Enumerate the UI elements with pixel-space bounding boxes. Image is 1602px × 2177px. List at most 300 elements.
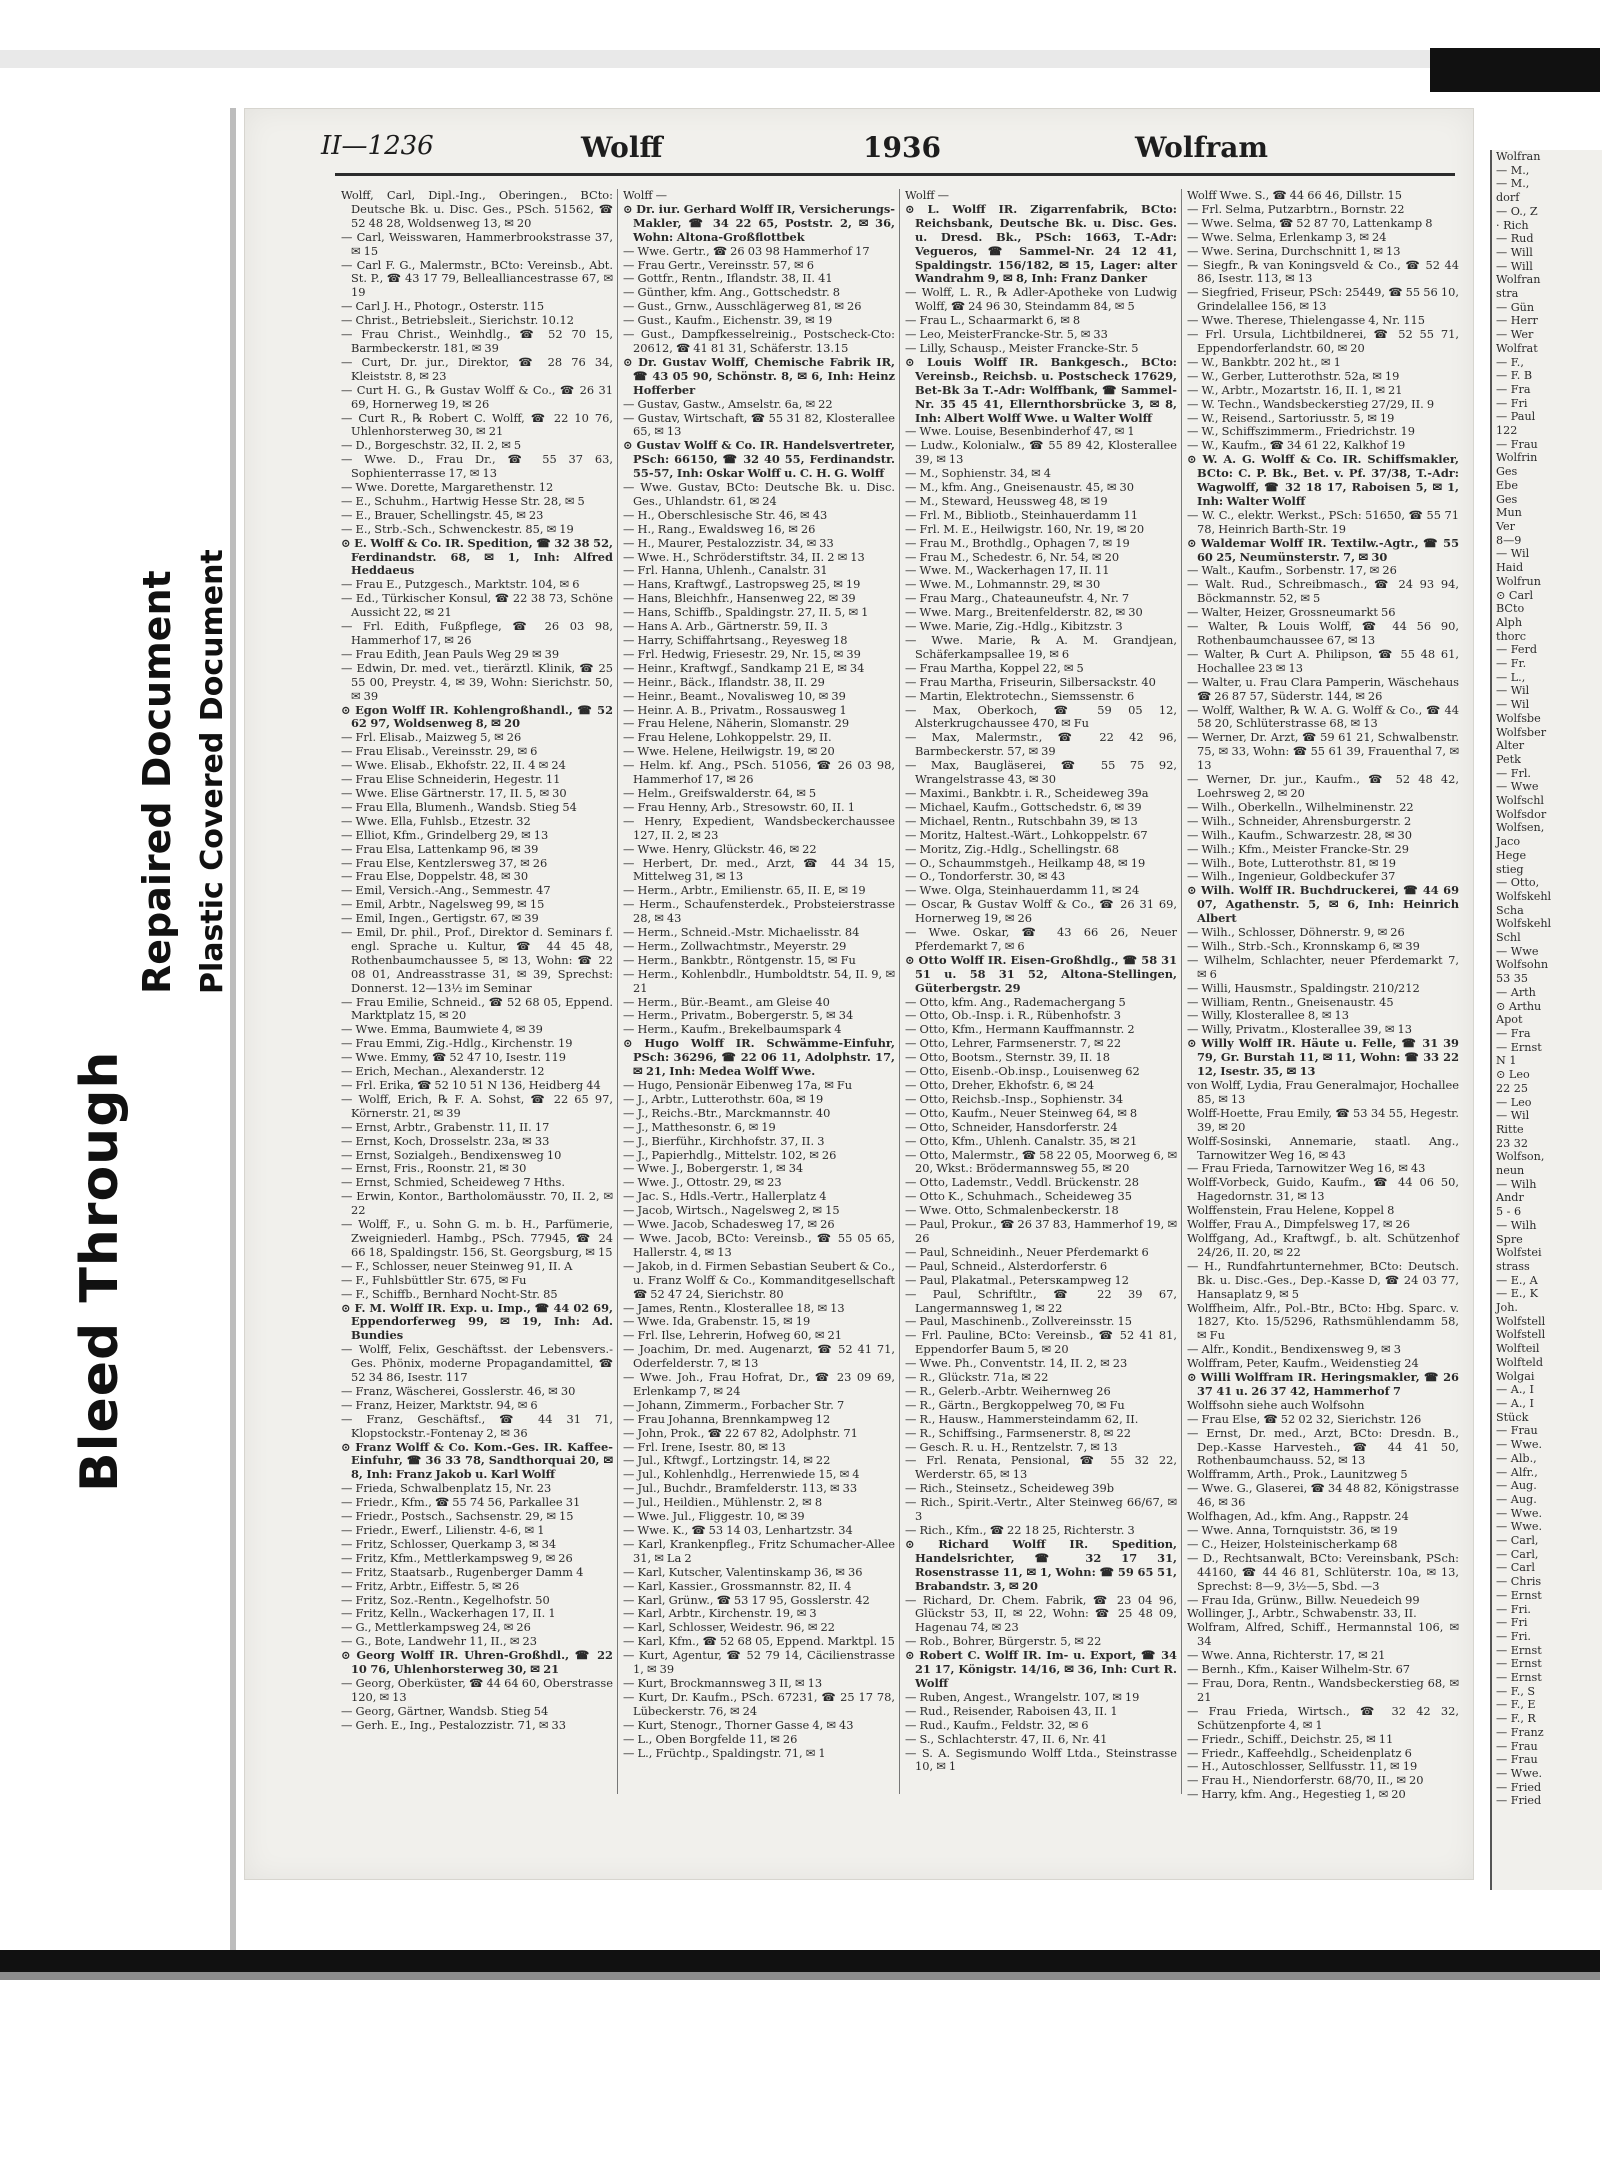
adjacent-page-fragment: Wolfstell <box>1496 1328 1546 1342</box>
adjacent-page-fragment: thorc <box>1496 629 1527 643</box>
directory-entry: ⊙ Hugo Wolff IR. Schwämme-Einfuhr, PSch: 36296, ☎ 22 06 11, Adolphstr. 17, ✉ 21, Inh: Medea Wolff Wwe. <box>623 1036 895 1079</box>
directory-entry: — H., Oberschlesische Str. 46, ✉ 43 <box>623 507 828 522</box>
adjacent-page-fragment: — F. B <box>1496 369 1533 383</box>
adjacent-page-fragment: — Ernst <box>1496 1657 1542 1671</box>
adjacent-page-fragment: — Wwe. <box>1496 1506 1542 1520</box>
adjacent-page-fragment: — Carl <box>1496 1561 1535 1575</box>
directory-entry: — Hans A. Arb., Gärtnerstr. 59, II. 3 <box>623 619 828 634</box>
adjacent-page-fragment: ⊙ Leo <box>1496 1068 1530 1082</box>
directory-entry: — Moritz, Zig.-Hdlg., Schellingstr. 68 <box>905 841 1119 856</box>
adjacent-page-fragment: — Ernst <box>1496 1671 1542 1685</box>
directory-entry: ⊙ Dr. Gustav Wolff, Chemische Fabrik IR, ☎ 43 05 90, Schönstr. 8, ✉ 6, Inh: Heinz Hofferber <box>623 354 895 397</box>
directory-entry: — Otto, Eisenb.-Ob.insp., Louisenweg 62 <box>905 1064 1140 1079</box>
adjacent-page-fragment: Ebe <box>1496 478 1518 492</box>
directory-entry: Wolfram, Alfred, Schiff., Hermannstal 106, ✉ 34 <box>1187 1620 1459 1649</box>
directory-entry: — Henry, Expedient, Wandsbeckerchaussee 127, II. 2, ✉ 23 <box>623 813 895 842</box>
directory-entry: ⊙ Louis Wolff IR. Bankgesch., BCto: Vereinsb., Reichsb. u. Postscheck 17629, Bet-Bk 3a T.-Adr: Wolffbank, ☎ Sammel-Nr. 35 45 41, Ellernthorsbrücke 3, ✉ 8, Inh: Albert Wolff Wwe. u Walter Wolff <box>905 354 1177 425</box>
directory-entry: — Curt H. G., ℞ Gustav Wolff & Co., ☎ 26 31 69, Hornerweg 19, ✉ 26 <box>341 382 613 411</box>
directory-entry: — Karl, Schlosser, Weidestr. 96, ✉ 22 <box>623 1620 835 1635</box>
directory-entry: — Curt R., ℞ Robert C. Wolff, ☎ 22 10 76, Uhlenhorsterweg 30, ✉ 21 <box>341 410 613 439</box>
directory-entry: — Paul, Schriftltr., ☎ 22 39 67, Langermannsweg 1, ✉ 22 <box>905 1286 1177 1315</box>
directory-entry: — Erwin, Kontor., Bartholomäusstr. 70, II. 2, ✉ 22 <box>341 1189 613 1218</box>
directory-entry: — Elliot, Kfm., Grindelberg 29, ✉ 13 <box>341 827 549 842</box>
adjacent-page-fragment: Wolfrat <box>1496 341 1538 355</box>
directory-entry: — Frl. M. E., Heilwigstr. 160, Nr. 19, ✉ 20 <box>905 521 1145 536</box>
directory-entry: — Kurt, Stenogr., Thorner Gasse 4, ✉ 43 <box>623 1717 854 1732</box>
adjacent-page-fragment: — Alb., <box>1496 1451 1537 1465</box>
directory-entry: — Fritz, Kfm., Mettlerkampsweg 9, ✉ 26 <box>341 1550 573 1565</box>
adjacent-page-fragment: Stück <box>1496 1410 1529 1424</box>
directory-entry: — Siegfried, Friseur, PSch: 25449, ☎ 55 56 10, Grindelallee 156, ✉ 13 <box>1187 285 1459 314</box>
directory-entry: — Frl. Ursula, Lichtbildnerei, ☎ 52 55 71, Eppendorferlandstr. 60, ✉ 20 <box>1187 327 1459 355</box>
directory-entry: Wolff-Hoette, Frau Emily, ☎ 53 34 55, Hegestr. 39, ✉ 20 <box>1187 1105 1459 1134</box>
directory-entry: — Werner, Dr. Arzt, ☎ 59 61 21, Schwalbenstr. 75, ✉ 33, Wohn: ☎ 55 61 39, Frauenthal 7, ✉ 13 <box>1187 730 1459 773</box>
adjacent-page-fragment: — Wwe <box>1496 780 1539 794</box>
directory-entry: — Otto, kfm. Ang., Rademachergang 5 <box>905 994 1126 1009</box>
directory-entry: — M., Steward, Heussweg 48, ✉ 19 <box>905 493 1108 508</box>
adjacent-page-fragment: ⊙ Arthu <box>1496 999 1542 1013</box>
directory-entry: — Fritz, Soz.-Rentn., Kegelhofstr. 50 <box>341 1592 550 1607</box>
directory-entry: — Werner, Dr. jur., Kaufm., ☎ 52 48 42, Loehrsweg 2, ✉ 20 <box>1187 772 1459 800</box>
adjacent-page-fragment: 23 32 <box>1496 1136 1529 1150</box>
adjacent-page-fragment: — Fried <box>1496 1794 1542 1808</box>
directory-entry: — Frau L., Schaarmarkt 6, ✉ 8 <box>905 313 1081 328</box>
directory-entry: ⊙ Richard Wolff IR. Spedition, Handelsrichter, ☎ 32 17 31, Rosenstrasse 11, ✉ 1, Wohn: ☎ 59 65 51, Brabandstr. 3, ✉ 20 <box>905 1536 1177 1593</box>
adjacent-page-fragment: Wolfschl <box>1496 794 1544 808</box>
directory-entry: — Wwe. Ella, Fuhlsb., Etzestr. 32 <box>341 813 531 828</box>
directory-entry: — J., Papierhdlg., Mittelstr. 102, ✉ 26 <box>623 1147 837 1162</box>
directory-entry: — Wwe. Marie, ℞ A. M. Grandjean, Schäferkampsallee 19, ✉ 6 <box>905 633 1177 661</box>
adjacent-page-fragment: — Ernst <box>1496 1643 1542 1657</box>
directory-entry: — Wwe. Jacob, Schadesweg 17, ✉ 26 <box>623 1217 835 1232</box>
adjacent-page-fragment: Ritte <box>1496 1122 1524 1136</box>
directory-entry: — Karl, Kassier., Grossmannstr. 82, II. 4 <box>623 1578 852 1593</box>
directory-entry: — Frau Ida, Grünw., Billw. Neuedeich 99 <box>1187 1592 1420 1607</box>
directory-entry: Wolffsohn siehe auch Wolfsohn <box>1187 1397 1365 1412</box>
directory-entry: — Wwe. Oskar, ☎ 43 66 26, Neuer Pferdemarkt 7, ✉ 6 <box>905 925 1177 953</box>
directory-entry: — Wwe. M., Wackerhagen 17, II. 11 <box>905 563 1110 578</box>
adjacent-page-fragment: — Wwe. <box>1496 1520 1542 1534</box>
directory-entry: — Wilh., Ingenieur, Goldbeckufer 37 <box>1187 869 1396 884</box>
adjacent-page-fragment: Wolfstell <box>1496 1314 1546 1328</box>
directory-entry: — C., Heizer, Holsteinischerkamp 68 <box>1187 1536 1398 1551</box>
header-rule <box>335 173 1455 176</box>
scan-edge-band <box>0 1972 1600 1980</box>
directory-entry: — Frau Elise Schneiderin, Hegestr. 11 <box>341 772 561 787</box>
directory-entry: ⊙ Otto Wolff IR. Eisen-Großhdlg., ☎ 58 31 51 u. 58 31 52, Altona-Stellingen, Güterbergstr. 29 <box>905 952 1177 995</box>
directory-entry: — Paul, Schneidinh., Neuer Pferdemarkt 6 <box>905 1244 1149 1259</box>
adjacent-page-fragment: Apot <box>1496 1013 1523 1027</box>
adjacent-page-fragment: — Ferd <box>1496 643 1538 657</box>
directory-entry: — Jul., Kftwgf., Lortzingstr. 14, ✉ 22 <box>623 1453 831 1468</box>
directory-entry: — Kurt, Dr. Kaufm., PSch. 67231, ☎ 25 17 78, Lübeckerstr. 76, ✉ 24 <box>623 1689 895 1718</box>
directory-entry: — M., Sophienstr. 34, ✉ 4 <box>905 466 1052 481</box>
directory-entry: Wolff, Carl, Dipl.-Ing., Oberingen., BCto: Deutsche Bk. u. Disc. Ges., PSch. 51562, ☎ 52 48 28, Woldsenweg 13, ✉ 20 <box>341 188 613 230</box>
label-plastic-covered-document: Plastic Covered Document <box>195 549 230 994</box>
directory-entry: — Frau Emmi, Zig.-Hdlg., Kirchenstr. 19 <box>341 1036 573 1051</box>
directory-entry: — Erich, Mechan., Alexanderstr. 12 <box>341 1064 545 1079</box>
directory-entry: — Wwe. K., ☎ 53 14 03, Lenhartzstr. 34 <box>623 1523 853 1537</box>
directory-entry: — Hans, Schiffb., Spaldingstr. 27, II. 5, ✉ 1 <box>623 605 869 620</box>
directory-entry: — R., Hausw., Hammersteindamm 62, II. <box>905 1411 1139 1426</box>
directory-entry: — Wwe. Elise Gärtnerstr. 17, II. 5, ✉ 30 <box>341 785 567 800</box>
directory-entry: — W., Bankbtr. 202 ht., ✉ 1 <box>1187 354 1341 369</box>
directory-entry: — M., kfm. Ang., Gneisenaustr. 45, ✉ 30 <box>905 480 1135 495</box>
directory-entry: Wolff-Sosinski, Annemarie, staatl. Ang., Tarnowitzer Weg 16, ✉ 43 <box>1187 1133 1459 1162</box>
directory-entry: — Wilh., Oberkelln., Wilhelminenstr. 22 <box>1187 799 1414 814</box>
directory-entry: ⊙ E. Wolff & Co. IR. Spedition, ☎ 32 38 52, Ferdinandstr. 68, ✉ 1, Inh: Alfred Heddaeus <box>341 535 613 578</box>
adjacent-page-fragment: — E., A <box>1496 1273 1538 1287</box>
directory-entry: — Walt., Kaufm., Sorbenstr. 17, ✉ 26 <box>1187 563 1397 578</box>
directory-entry: — Frau M., Brothdlg., Ophagen 7, ✉ 19 <box>905 535 1130 550</box>
directory-entry: — O., Schaummstgeh., Heilkamp 48, ✉ 19 <box>905 855 1146 870</box>
directory-entry: — Hugo, Pensionär Eibenweg 17a, ✉ Fu <box>623 1078 853 1092</box>
page-header <box>245 109 1473 179</box>
column-4 <box>1187 188 1459 1802</box>
adjacent-page-fragment: — Wwe. <box>1496 1766 1542 1780</box>
directory-entry: — R., Gelerb.-Arbtr. Weihernweg 26 <box>905 1383 1111 1398</box>
directory-entry: — Otto, Kfm., Hermann Kauffmannstr. 2 <box>905 1022 1135 1037</box>
adjacent-page-fragment: — F., R <box>1496 1712 1536 1726</box>
adjacent-page-fragment: 22 25 <box>1496 1081 1529 1095</box>
adjacent-page-fragment: Wolfskehl <box>1496 917 1552 931</box>
directory-entry: — Otto, Lehrer, Farmsenerstr. 7, ✉ 22 <box>905 1036 1122 1051</box>
adjacent-page-fragment: N 1 <box>1496 1054 1517 1068</box>
directory-entry: — Wolff, Felix, Geschäftsst. der Lebensvers.-Ges. Phönix, moderne Propagandamittel, ☎ 52 34 86, Isestr. 117 <box>341 1342 613 1385</box>
directory-entry: — Wwe. Ida, Grabenstr. 15, ✉ 19 <box>623 1314 811 1329</box>
directory-entry: — Wwe. Olga, Steinhauerdamm 11, ✉ 24 <box>905 883 1140 898</box>
directory-entry: ⊙ Dr. iur. Gerhard Wolff IR, Versicherungs-Makler, ☎ 34 22 65, Poststr. 2, ✉ 36, Wohn: Altona-Großflottbek <box>623 201 895 244</box>
adjacent-page-fragment: — L., <box>1496 670 1526 684</box>
adjacent-page-fragment: 122 <box>1496 424 1518 438</box>
directory-entry: Wolff — <box>623 188 668 202</box>
adjacent-page-fragment: Wolfran <box>1496 273 1541 287</box>
directory-entry: — W., Gerber, Lutterothstr. 52a, ✉ 19 <box>1187 368 1400 383</box>
directory-entry: — Herm., Zollwachtmstr., Meyerstr. 29 <box>623 938 847 953</box>
adjacent-page-fragment: Andr <box>1496 1191 1524 1205</box>
directory-entry: — Frau Henny, Arb., Stresowstr. 60, II. 1 <box>623 799 856 814</box>
directory-entry: — D., Rechtsanwalt, BCto: Vereinsbank, PSch: 44160, ☎ 44 46 81, Schlüterstr. 10a, ✉ 13, Sprechst: 8—9, 3½—5, Sbd. —3 <box>1187 1550 1459 1593</box>
directory-entry: — Frau Marg., Chateauneufstr. 4, Nr. 7 <box>905 591 1130 606</box>
directory-entry: — Jul., Heildien., Mühlenstr. 2, ✉ 8 <box>623 1495 823 1510</box>
adjacent-page-fragment: — M., <box>1496 163 1530 177</box>
adjacent-page-fragment: — Fr. <box>1496 657 1527 671</box>
adjacent-page-fragment: — Fra <box>1496 1027 1531 1040</box>
directory-entry: — Emil, Dr. phil., Prof., Direktor d. Seminars f. engl. Sprache u. Kultur, ☎ 44 45 48, Rothenbaumchaussee 5, ✉ 13, Wohn: ☎ 22 08 01, Andreasstrasse 31, ✉ 39, Sprechst: Donnerst. 12—13½ im Seminar <box>341 925 613 995</box>
directory-entry: — Gustav, Gastw., Amselstr. 6a, ✉ 22 <box>623 396 833 411</box>
directory-entry: — James, Rentn., Klosterallee 18, ✉ 13 <box>623 1300 845 1315</box>
directory-entry: — Frau, Dora, Rentn., Wandsbeckerstieg 68, ✉ 21 <box>1187 1675 1459 1704</box>
directory-entry: — Frl. M., Bibliotb., Steinhauerdamm 11 <box>905 507 1138 522</box>
adjacent-page-fragment: — Will <box>1496 259 1533 273</box>
directory-entry: Wolffenstein, Frau Helene, Koppel 8 <box>1187 1203 1395 1218</box>
directory-entry: — Michael, Kaufm., Gottschedstr. 6, ✉ 39 <box>905 799 1142 814</box>
directory-entry: — William, Rentn., Gneisenaustr. 45 <box>1187 994 1394 1009</box>
directory-entry: — Frau Elsa, Lattenkamp 96, ✉ 39 <box>341 841 539 856</box>
directory-entry: — Ernst, Dr. med., Arzt, BCto: Dresdn. B., Dep.-Kasse Harvesteh., ☎ 44 41 50, Rothenbaumchauss. 52, ✉ 13 <box>1187 1425 1459 1468</box>
directory-entry: — Otto, Kaufm., Neuer Steinweg 64, ✉ 8 <box>905 1105 1138 1120</box>
directory-entry: — J., Bierführ., Kirchhofstr. 37, II. 3 <box>623 1133 825 1148</box>
directory-entry: — Paul, Prokur., ☎ 26 37 83, Hammerhof 19, ✉ 26 <box>905 1217 1177 1245</box>
directory-entry: — Otto K., Schuhmach., Scheideweg 35 <box>905 1189 1133 1204</box>
directory-entry: — Walter, ℞ Curt A. Philipson, ☎ 55 48 61, Hochallee 23 ✉ 13 <box>1187 646 1459 675</box>
directory-entry: — Kurt, Brockmannsweg 3 II, ✉ 13 <box>623 1675 823 1690</box>
adjacent-page-edge <box>1490 150 1602 1890</box>
adjacent-page-fragment: — Fri <box>1496 1616 1528 1630</box>
adjacent-page-fragment: — Wwe. <box>1496 1438 1542 1452</box>
directory-entry: — Herm., Privatm., Bobergerstr. 5, ✉ 34 <box>623 1008 854 1023</box>
directory-entry: — Wwe. D., Frau Dr., ☎ 55 37 63, Sophienterrasse 17, ✉ 13 <box>341 452 613 481</box>
scan-black-tab <box>1430 48 1600 92</box>
directory-entry: — Gust., Grnw., Ausschlägerweg 81, ✉ 26 <box>623 299 862 314</box>
directory-entry: — Fritz, Kelln., Wackerhagen 17, II. 1 <box>341 1606 556 1621</box>
directory-entry: — J., Arbtr., Lutterothstr. 60a, ✉ 19 <box>623 1091 824 1106</box>
adjacent-page-fragment: — Frl. <box>1496 766 1531 780</box>
directory-entry: — Walter, Heizer, Grossneumarkt 56 <box>1187 605 1396 620</box>
adjacent-page-fragment: 5 - 6 <box>1496 1205 1522 1219</box>
directory-entry: — Herm., Schneid.-Mstr. Michaelisstr. 84 <box>623 925 860 940</box>
directory-entry: — Frau Martha, Koppel 22, ✉ 5 <box>905 660 1084 675</box>
directory-entry: — Karl, Kutscher, Valentinskamp 36, ✉ 36 <box>623 1564 863 1579</box>
directory-entry: — F., Schiffb., Bernhard Nocht-Str. 85 <box>341 1286 558 1301</box>
directory-entry: — Herm., Bür.-Beamt., am Gleise 40 <box>623 994 830 1009</box>
directory-entry: — Frl. Hedwig, Friesestr. 29, Nr. 15, ✉ 39 <box>623 646 861 661</box>
directory-entry: — Frau Frieda, Wirtsch., ☎ 32 42 32, Schützenpforte 4, ✉ 1 <box>1187 1703 1459 1732</box>
directory-entry: Wolff-Vorbeck, Guido, Kaufm., ☎ 44 06 50, Hagedornstr. 31, ✉ 13 <box>1187 1175 1459 1204</box>
document-condition-labels <box>40 480 230 1500</box>
directory-entry: — Frau Gertr., Vereinsstr. 57, ✉ 6 <box>623 257 814 272</box>
directory-entry: — R., Glückstr. 71a, ✉ 22 <box>905 1370 1049 1385</box>
adjacent-page-fragment: — Ernst <box>1496 1040 1542 1054</box>
adjacent-page-fragment: — O., Z <box>1496 204 1538 218</box>
directory-entry: — Harry, Schiffahrtsang., Reyesweg 18 <box>623 633 848 647</box>
directory-entry: — Rich., Steinsetz., Scheideweg 39b <box>905 1481 1115 1496</box>
directory-entry: — Otto, Bootsm., Sternstr. 39, II. 18 <box>905 1050 1111 1065</box>
directory-entry: Wolffer, Frau A., Dimpfelsweg 17, ✉ 26 <box>1187 1217 1410 1232</box>
directory-entry: — W. C., elektr. Werkst., PSch: 51650, ☎ 55 71 78, Heinrich Barth-Str. 19 <box>1187 507 1459 536</box>
directory-entry: — J., Reichs.-Btr., Marckmannstr. 40 <box>623 1105 831 1120</box>
directory-entry: — Heinr., Bäck., Iflandstr. 38, II. 29 <box>623 674 825 689</box>
directory-entry: — Otto, Dreher, Ekhofstr. 6, ✉ 24 <box>905 1078 1095 1092</box>
directory-entry: Wolff Wwe. S., ☎ 44 66 46, Dillstr. 15 <box>1187 188 1403 202</box>
header-last-name: Wolfram <box>1135 131 1269 164</box>
adjacent-page-fragment: — Rud <box>1496 232 1534 246</box>
directory-entry: — Edwin, Dr. med. vet., tierärztl. Klinik, ☎ 25 55 00, Preystr. 4, ✉ 39, Wohn: Sierichstr. 50, ✉ 39 <box>341 660 613 703</box>
directory-entry: — Otto, Malermstr., ☎ 58 22 05, Moorweg 6, ✉ 20, Wkst.: Brödermannsweg 55, ✉ 20 <box>905 1147 1177 1176</box>
directory-entry: — Wwe. Ph., Conventstr. 14, II. 2, ✉ 23 <box>905 1356 1128 1371</box>
directory-entry: — Friedr., Schiff., Deichstr. 25, ✉ 11 <box>1187 1731 1394 1746</box>
directory-entry: — F., Schlosser, neuer Steinweg 91, II. A <box>341 1258 573 1273</box>
directory-entry: — Helm. kf. Ang., PSch. 51056, ☎ 26 03 98, Hammerhof 17, ✉ 26 <box>623 758 895 787</box>
directory-entry: — Wwe. Helene, Heilwigstr. 19, ✉ 20 <box>623 744 835 759</box>
directory-entry: — R., Schiffsing., Farmsenerstr. 8, ✉ 22 <box>905 1425 1131 1440</box>
directory-entry: — Wwe. G., Glaserei, ☎ 34 48 82, Königstrasse 46, ✉ 36 <box>1187 1481 1459 1510</box>
directory-entry: — Wwe. Jacob, BCto: Vereinsb., ☎ 55 05 65, Hallerstr. 4, ✉ 13 <box>623 1230 895 1259</box>
adjacent-page-fragment: Mun <box>1496 506 1522 520</box>
directory-entry: — Frau Elisab., Vereinsstr. 29, ✉ 6 <box>341 744 538 759</box>
directory-entry: — Rud., Kaufm., Feldstr. 32, ✉ 6 <box>905 1717 1089 1732</box>
directory-entry: — Wilh., Schneider, Ahrensburgerstr. 2 <box>1187 813 1412 828</box>
adjacent-page-fragment: neun <box>1496 1164 1525 1178</box>
directory-entry: — Friedr., Kfm., ☎ 55 74 56, Parkallee 31 <box>341 1495 581 1510</box>
header-first-name: Wolff <box>581 131 663 164</box>
directory-entry: — Wwe. M., Lohmannstr. 29, ✉ 30 <box>905 577 1101 592</box>
adjacent-page-fragment: Wolgai <box>1496 1369 1535 1383</box>
adjacent-page-fragment: Wolfsohn <box>1496 958 1549 972</box>
column-divider <box>617 189 618 1794</box>
adjacent-page-fragment: — Otto, <box>1496 876 1540 890</box>
directory-entry: — Emil, Versich.-Ang., Semmestr. 47 <box>341 883 551 898</box>
directory-entry: — Ernst, Arbtr., Grabenstr. 11, II. 17 <box>341 1119 550 1134</box>
directory-entry: — Oscar, ℞ Gustav Wolff & Co., ☎ 26 31 69, Hornerweg 19, ✉ 26 <box>905 897 1177 926</box>
scan-edge-top <box>0 50 1600 68</box>
directory-entry: — Gottfr., Rentn., Iflandstr. 38, II. 41 <box>623 271 833 286</box>
adjacent-page-fragment: — Wil <box>1496 1109 1530 1123</box>
adjacent-page-fragment: stra <box>1496 287 1519 301</box>
directory-entry: ⊙ F. M. Wolff IR. Exp. u. Imp., ☎ 44 02 69, Eppendorferweg 99, ✉ 19, Inh: Ad. Bundies <box>341 1300 613 1343</box>
directory-entry: — Johann, Zimmerm., Forbacher Str. 7 <box>623 1397 845 1412</box>
adjacent-page-fragment: Ver <box>1496 519 1516 533</box>
adjacent-page-fragment: — Wwe <box>1496 944 1539 958</box>
adjacent-page-fragment: — Will <box>1496 245 1533 259</box>
adjacent-page-fragment: Haid <box>1496 561 1524 575</box>
adjacent-page-fragment: — Franz <box>1496 1725 1544 1739</box>
directory-entry: — W., Schiffszimmerm., Friedrichstr. 19 <box>1187 424 1415 439</box>
directory-entry: — Karl, Krankenpfleg., Fritz Schumacher-Allee 31, ✉ La 2 <box>623 1536 895 1565</box>
directory-entry: — Rud., Reisender, Raboisen 43, II. 1 <box>905 1703 1118 1718</box>
directory-entry: — Frau Frieda, Tarnowitzer Weg 16, ✉ 43 <box>1187 1161 1426 1176</box>
directory-entry: — Helm., Greifswalderstr. 64, ✉ 5 <box>623 785 817 800</box>
adjacent-page-fragment: Spre <box>1496 1232 1523 1246</box>
directory-entry: Wolfhagen, Ad., kfm. Ang., Rappstr. 24 <box>1187 1509 1409 1524</box>
adjacent-page-fragment: — Carl, <box>1496 1547 1539 1561</box>
adjacent-page-fragment: — F., S <box>1496 1684 1536 1698</box>
column-3 <box>905 189 1177 1794</box>
directory-entry: — Frl. Ilse, Lehrerin, Hofweg 60, ✉ 21 <box>623 1328 843 1343</box>
directory-entry: — Michael, Rentn., Rutschbahn 39, ✉ 13 <box>905 813 1138 828</box>
directory-entry: — Carl F. G., Malermstr., BCto: Vereinsb., Abt. St. P., ☎ 43 17 79, Bellealliancestrasse 67, ✉ 19 <box>341 257 613 300</box>
directory-entry: — Gustav, Wirtschaft, ☎ 55 31 82, Klosterallee 65, ✉ 13 <box>623 410 895 439</box>
directory-entry: — Jul., Buchdr., Bramfelderstr. 113, ✉ 33 <box>623 1481 858 1496</box>
directory-entry: — John, Prok., ☎ 22 67 82, Adolphstr. 71 <box>623 1425 858 1440</box>
directory-entry: — Rich., Kfm., ☎ 22 18 25, Richterstr. 3 <box>905 1523 1135 1537</box>
directory-entry: — Rich., Spirit.-Vertr., Alter Steinweg 66/67, ✉ 3 <box>905 1495 1177 1524</box>
directory-entry: — S. A. Segismundo Wolff Ltda., Steinstrasse 10, ✉ 1 <box>905 1745 1177 1774</box>
directory-entry: — Gerh. E., Ing., Pestalozzistr. 71, ✉ 33 <box>341 1717 567 1732</box>
adjacent-page-fragment: — M., <box>1496 177 1530 191</box>
adjacent-page-fragment: — Chris <box>1496 1575 1542 1589</box>
adjacent-page-fragment: · Rich <box>1496 218 1529 232</box>
directory-entry: — Wwe. Selma, Erlenkamp 3, ✉ 24 <box>1187 229 1387 244</box>
directory-entry: — Paul, Maschinenb., Zollvereinsstr. 15 <box>905 1314 1132 1329</box>
directory-entry: — Gust., Dampfkesselreinig., Postscheck-Cto: 20612, ☎ 41 81 31, Schäferstr. 13.15 <box>623 327 895 355</box>
directory-entry: — W. Techn., Wandsbeckerstieg 27/29, II. 9 <box>1187 396 1435 411</box>
directory-entry: ⊙ W. A. G. Wolff & Co. IR. Schiffsmakler, BCto: C. P. Bk., Bet. v. Pf. 37/38, T.-Adr: Wagwolff, ☎ 32 18 17, Raboisen 5, ✉ 1, Inh: Walter Wolff <box>1187 452 1459 508</box>
directory-entry: — Rob., Bohrer, Bürgerstr. 5, ✉ 22 <box>905 1634 1102 1649</box>
directory-entry: — Frieda, Schwalbenplatz 15, Nr. 23 <box>341 1481 552 1496</box>
directory-entry: — Emil, Ingen., Gertigstr. 67, ✉ 39 <box>341 911 539 926</box>
directory-entry: — Herm., Bankbtr., Röntgenstr. 15, ✉ Fu <box>623 952 856 967</box>
directory-entry: — Frl. Selma, Putzarbtrn., Bornstr. 22 <box>1187 201 1405 216</box>
directory-entry: — Franz, Heizer, Marktstr. 94, ✉ 6 <box>341 1397 538 1412</box>
directory-entry: — R., Gärtn., Bergkoppelweg 70, ✉ Fu <box>905 1397 1125 1412</box>
adjacent-page-fragment: BCto <box>1496 602 1525 616</box>
directory-entry: — Frl. Pauline, BCto: Vereinsb., ☎ 52 41 81, Eppendorfer Baum 5, ✉ 20 <box>905 1328 1177 1357</box>
directory-entry: — Herm., Schaufensterdek., Probsteierstrasse 28, ✉ 43 <box>623 897 895 926</box>
directory-entry: ⊙ Egon Wolff IR. Kohlengroßhandl., ☎ 52 62 97, Woldsenweg 8, ✉ 20 <box>341 702 613 731</box>
adjacent-page-fragment: Scha <box>1496 903 1524 917</box>
directory-entry: — Richard, Dr. Chem. Fabrik, ☎ 23 04 96, Glückstr 53, II, ✉ 22, Wohn: ☎ 25 48 09, Hagenau 74, ✉ 23 <box>905 1592 1177 1635</box>
directory-entry: — Wwe. Serina, Durchschnitt 1, ✉ 13 <box>1187 243 1401 258</box>
directory-entry: — Heinr., Beamt., Novalisweg 10, ✉ 39 <box>623 688 846 703</box>
adjacent-page-fragment: Alter <box>1496 739 1525 753</box>
directory-entry: — Wwe. Otto, Schmalenbeckerstr. 18 <box>905 1203 1119 1218</box>
adjacent-page-fragment: — Fri <box>1496 396 1528 410</box>
adjacent-page-fragment: — Fri. <box>1496 1602 1531 1616</box>
directory-entry: — Maximi., Bankbtr. i. R., Scheideweg 39a <box>905 785 1149 800</box>
adjacent-page-fragment: — Wil <box>1496 684 1530 698</box>
directory-entry: — Wwe. Marie, Zig.-Hdlg., Kibitzstr. 3 <box>905 619 1123 634</box>
directory-entry: — Frau Else, Kentzlersweg 37, ✉ 26 <box>341 855 548 870</box>
directory-entry: ⊙ Waldemar Wolff IR. Textilw.-Agtr., ☎ 55 60 25, Neumünsterstr. 7, ✉ 30 <box>1187 535 1459 564</box>
directory-entry: — Wwe. Anna, Tornquiststr. 36, ✉ 19 <box>1187 1523 1398 1537</box>
directory-entry: — Karl, Grünw., ☎ 53 17 95, Gosslerstr. 42 <box>623 1592 870 1607</box>
directory-entry: — Wwe. Marg., Breitenfelderstr. 82, ✉ 30 <box>905 605 1143 620</box>
directory-entry: — Wilh.; Kfm., Meister Francke-Str. 29 <box>1187 841 1410 856</box>
adjacent-page-fragment: — F., E <box>1496 1698 1536 1712</box>
adjacent-page-fragment: — Fri. <box>1496 1629 1531 1643</box>
directory-entry: — Wwe. Emma, Baumwiete 4, ✉ 39 <box>341 1022 543 1037</box>
directory-entry: Wolffgang, Ad., Kraftwgf., b. alt. Schützenhof 24/26, II. 20, ✉ 22 <box>1187 1230 1459 1259</box>
directory-entry: — Lilly, Schausp., Meister Francke-Str. 5 <box>905 340 1139 355</box>
directory-entry: — Frau Johanna, Brennkampweg 12 <box>623 1411 831 1426</box>
directory-entry: — S., Schlachterstr. 47, II. 6, Nr. 41 <box>905 1731 1108 1746</box>
adjacent-page-fragment: Wolfstei <box>1496 1246 1542 1260</box>
directory-entry: — E., Brauer, Schellingstr. 45, ✉ 23 <box>341 507 544 522</box>
directory-entry: — Martin, Elektrotechn., Siemssenstr. 6 <box>905 688 1135 703</box>
directory-entry: — Emil, Arbtr., Nagelsweg 99, ✉ 15 <box>341 897 545 912</box>
directory-entry: — Curt, Dr. jur., Direktor, ☎ 28 76 34, Kleiststr. 8, ✉ 23 <box>341 354 613 383</box>
adjacent-page-fragment: — Leo <box>1496 1095 1532 1109</box>
directory-entry: — Günther, kfm. Ang., Gottschedstr. 8 <box>623 285 841 300</box>
directory-entry: — Wwe. Gertr., ☎ 26 03 98 Hammerhof 17 <box>623 243 870 258</box>
adjacent-page-fragment: ⊙ Carl <box>1496 588 1534 602</box>
adjacent-page-fragment: — Wilh <box>1496 1177 1537 1191</box>
column-divider <box>899 189 900 1794</box>
directory-entry: — Max, Oberkoch, ☎ 59 05 12, Alsterkrugchaussee 470, ✉ Fu <box>905 702 1177 731</box>
directory-entry: — Frl. Irene, Isestr. 80, ✉ 13 <box>623 1439 786 1454</box>
directory-entry: — Karl, Arbtr., Kirchenstr. 19, ✉ 3 <box>623 1606 817 1621</box>
adjacent-page-fragment: Schl <box>1496 931 1521 945</box>
directory-entry: — Frl. Edith, Fußpflege, ☎ 26 03 98, Hammerhof 17, ✉ 26 <box>341 619 613 647</box>
adjacent-page-fragment: Wolfrin <box>1496 451 1538 465</box>
adjacent-page-fragment: Wolfteld <box>1496 1355 1544 1369</box>
adjacent-page-fragment: — Frau <box>1496 1424 1538 1438</box>
directory-entry: — Christ., Betriebsleit., Sierichstr. 10.12 <box>341 313 575 328</box>
directory-entry: ⊙ Georg Wolff IR. Uhren-Großhdl., ☎ 22 10 76, Uhlenhorsterweg 30, ✉ 21 <box>341 1648 613 1677</box>
directory-entry: — Ruben, Angest., Wrangelstr. 107, ✉ 19 <box>905 1689 1140 1704</box>
directory-entry: — Moritz, Haltest.-Wärt., Lohkoppelstr. 67 <box>905 827 1148 842</box>
directory-entry: — Wwe. Gustav, BCto: Deutsche Bk. u. Disc. Ges., Uhlandstr. 61, ✉ 24 <box>623 480 895 508</box>
adjacent-page-fragment: — A., I <box>1496 1396 1534 1410</box>
directory-entry: — Walter, ℞ Louis Wolff, ☎ 44 56 90, Rothenbaumchaussee 67, ✉ 13 <box>1187 619 1459 647</box>
directory-entry: — Wwe. Selma, ☎ 52 87 70, Lattenkamp 8 <box>1187 215 1433 230</box>
label-bleed-through: Bleed Through <box>70 1050 130 1492</box>
directory-entry: — Herm., Arbtr., Emilienstr. 65, II. E, ✉ 19 <box>623 883 866 898</box>
directory-entry: — Wwe. Emmy, ☎ 52 47 10, Isestr. 119 <box>341 1050 566 1065</box>
directory-entry: — Frl. Elisab., Maizweg 5, ✉ 26 <box>341 730 522 745</box>
adjacent-page-fragment: — Aug. <box>1496 1479 1537 1493</box>
